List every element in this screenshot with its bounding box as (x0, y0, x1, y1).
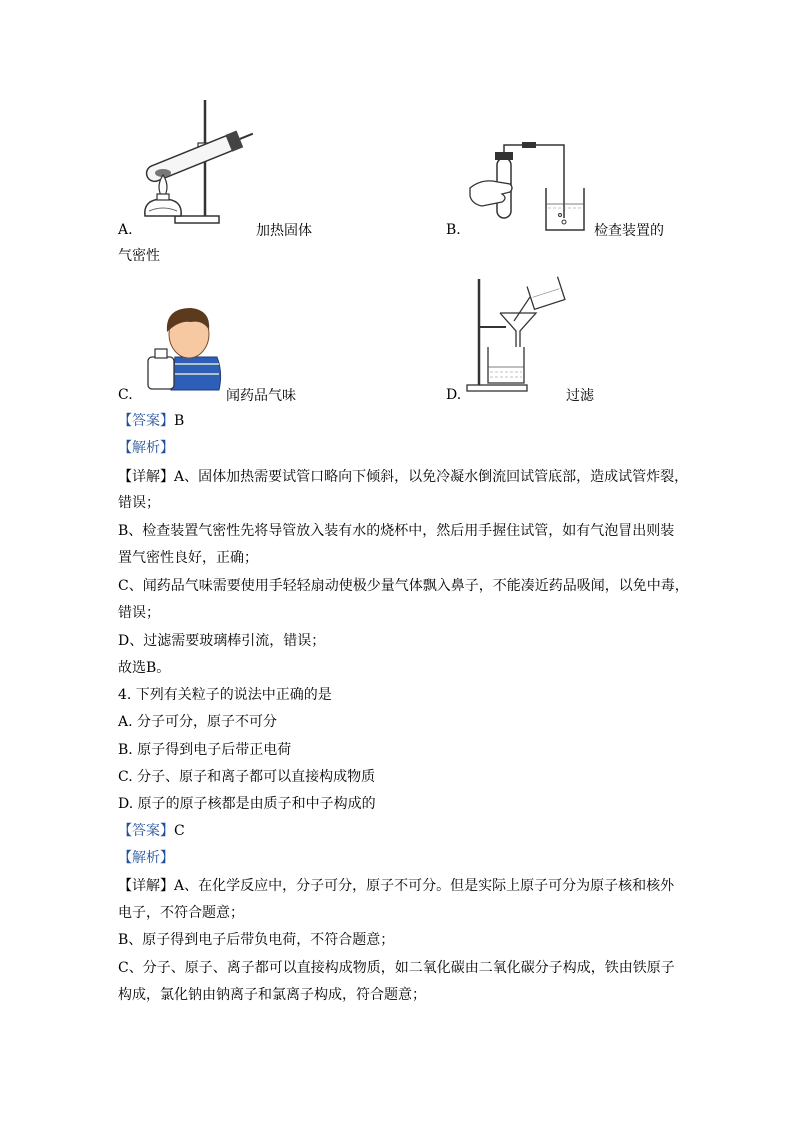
q4-option-d: D. 原子的原子核都是由质子和中子构成的 (118, 796, 376, 812)
q3-analysis-heading: 【解析】 (118, 440, 174, 456)
q4-detail-line-2: 电子，不符合题意； (118, 905, 244, 921)
q4-answer-row (118, 821, 185, 841)
option-c-letter: C. (118, 387, 133, 403)
option-b-letter: B. (446, 222, 461, 238)
q3-detail-line-7: D、过滤需要玻璃棒引流，错误； (118, 633, 326, 649)
q4-detail-line-1 (118, 876, 674, 896)
q4-detail-line-4: C、分子、原子、离子都可以直接构成物质，如二氧化碳由二氧化碳分子构成，铁由铁原子 (118, 960, 675, 976)
q3-detail-line-8: 故选B。 (118, 660, 171, 676)
q4-analysis-heading: 【解析】 (118, 850, 174, 866)
q4-option-a: A. 分子可分，原子不可分 (118, 714, 278, 730)
q3-answer-row (118, 411, 184, 431)
figure-filtration (462, 275, 572, 397)
q4-option-b: B. 原子得到电子后带正电荷 (118, 742, 292, 758)
q3-detail-line-4: 置气密性良好，正确； (118, 550, 258, 566)
q3-detail-line-6: 错误； (118, 605, 160, 621)
q4-answer-value: C (174, 823, 185, 839)
q4-answer-bracket: 【答案】 (118, 823, 174, 839)
q4-detail-bracket: 【详解】 (118, 878, 174, 894)
option-b-label: 检查装置的 (594, 223, 664, 239)
q4-stem: 4. 下列有关粒子的说法中正确的是 (118, 687, 332, 703)
q3-detail-line-3: B、检查装置气密性先将导管放入装有水的烧杯中，然后用手握住试管，如有气泡冒出则装 (118, 523, 675, 539)
figure-airtightness-check (462, 138, 592, 234)
q4-detail-text: A、在化学反应中，分子可分，原子不可分。但是实际上原子可分为原子核和核外 (174, 878, 675, 894)
q4-detail-line-3: B、原子得到电子后带负电荷，不符合题意； (118, 932, 395, 948)
q3-detail-line-2: 错误； (118, 495, 160, 511)
q4-option-c: C. 分子、原子和离子都可以直接构成物质 (118, 769, 376, 785)
q3-detail-bracket: 【详解】 (118, 469, 174, 485)
option-a-label: 加热固体 (256, 223, 312, 239)
q3-detail-line-5: C、闻药品气味需要使用手轻轻扇动使极少量气体飘入鼻子，不能凑近药品吸闻，以免中毒， (118, 578, 689, 594)
option-c-label: 闻药品气味 (226, 388, 296, 404)
q3-answer-value: B (174, 413, 185, 429)
option-a-letter: A. (118, 222, 133, 238)
option-b-label-cont: 气密性 (118, 248, 160, 264)
q3-answer-bracket: 【答案】 (118, 413, 174, 429)
q3-detail-text: A、固体加热需要试管口略向下倾斜，以免冷凝水倒流回试管底部，造成试管炸裂， (174, 469, 689, 485)
q3-detail-line-1 (118, 467, 688, 487)
figure-heating-solid (135, 95, 260, 235)
option-d-label: 过滤 (566, 388, 594, 404)
option-d-letter: D. (446, 387, 462, 403)
q4-detail-line-5: 构成，氯化钠由钠离子和氯离子构成，符合题意； (118, 987, 426, 1003)
figure-smelling-chemical (145, 302, 225, 392)
